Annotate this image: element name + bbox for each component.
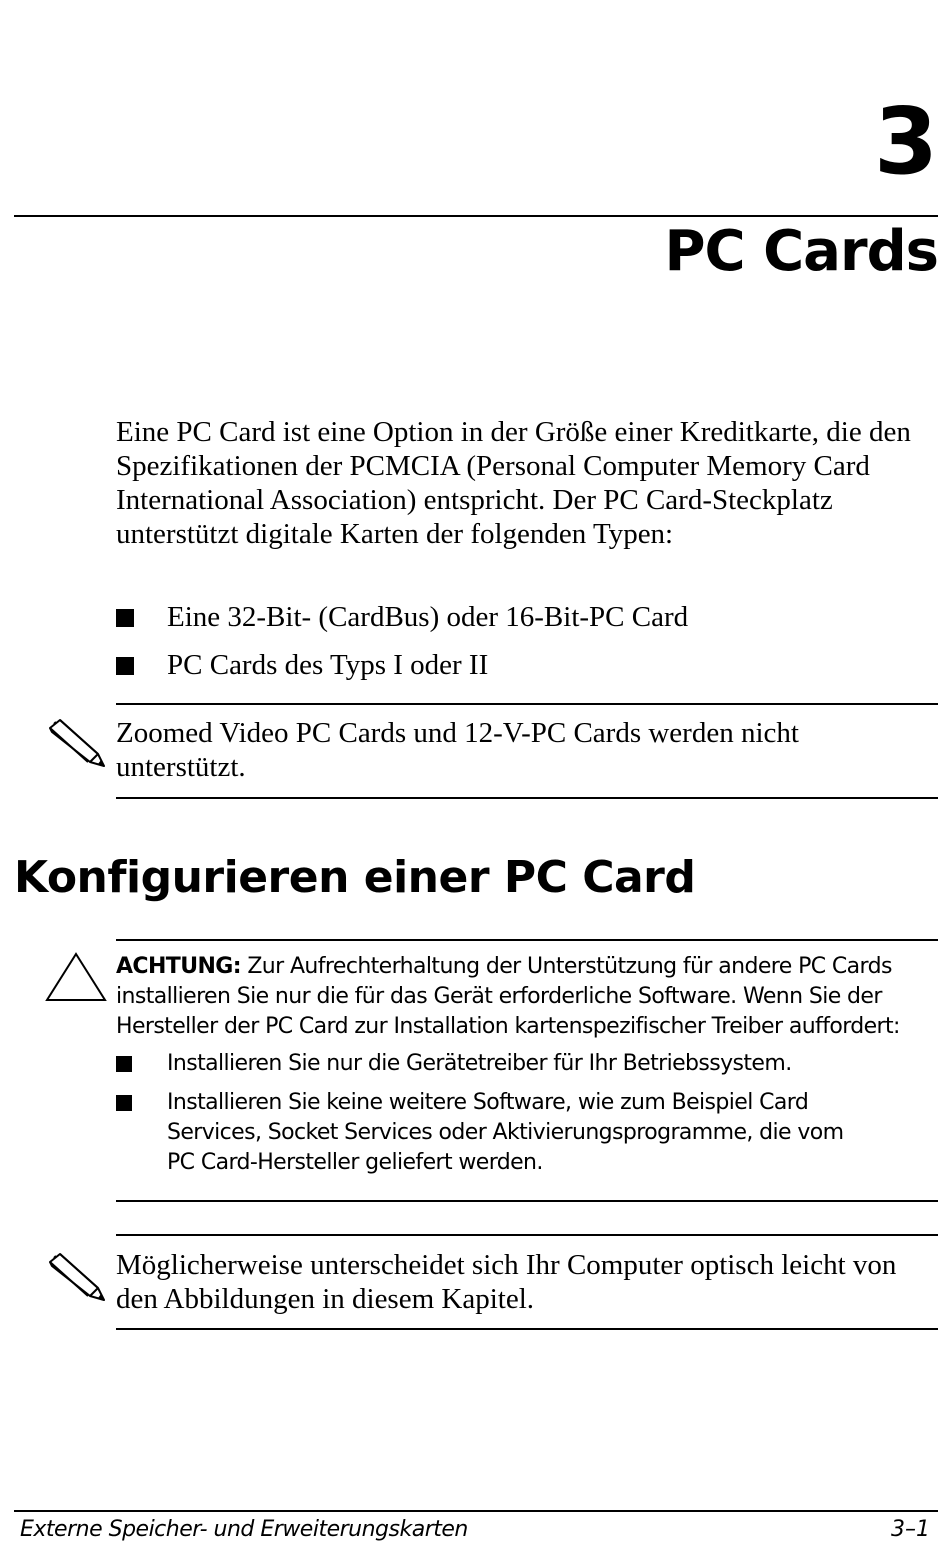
list-item xyxy=(116,1049,946,1079)
page-number: 3–1 xyxy=(891,1517,930,1542)
pencil-icon xyxy=(46,718,106,768)
list-item-text: Eine 32-Bit- (CardBus) oder 16-Bit-PC Card xyxy=(167,601,689,633)
caution-label: ACHTUNG: xyxy=(116,954,241,979)
footer-title: Externe Speicher- und Erweiterungskarten xyxy=(20,1517,468,1542)
list-item xyxy=(116,648,936,682)
list-item xyxy=(116,600,936,634)
list-item xyxy=(116,1088,876,1178)
chapter-rule xyxy=(14,215,938,217)
caution-bottom-rule xyxy=(116,1200,938,1202)
pencil-icon xyxy=(46,1252,106,1302)
chapter-title: PC Cards xyxy=(664,219,938,284)
chapter-number: 3 xyxy=(873,88,936,195)
intro-paragraph: Eine PC Card ist eine Option in der Größe einer Kreditkarte, die den Spezifikationen der PCMCIA (Personal Computer Memory Card International Association) entspricht. Der PC Card-Steckplatz unterstützt digitale Karten der folgenden Typen: xyxy=(116,416,911,550)
bullet-square-icon xyxy=(116,657,134,675)
list-item-text: Installieren Sie keine weitere Software, wie zum Beispiel Card Services, Socket Services oder Aktivierungsprogramme, die vom PC Card-Hersteller geliefert werden. xyxy=(167,1090,844,1175)
bullet-square-icon xyxy=(116,1056,132,1072)
list-item-text: PC Cards des Typs I oder II xyxy=(167,649,489,681)
footer-rule xyxy=(14,1510,938,1512)
section-heading: Konfigurieren einer PC Card xyxy=(14,852,696,903)
note-bottom-rule xyxy=(116,1328,938,1330)
list-item-text: Installieren Sie nur die Gerätetreiber für Ihr Betriebssystem. xyxy=(167,1051,792,1076)
note-bottom-rule xyxy=(116,797,938,799)
note-top-rule xyxy=(116,1234,938,1236)
bullet-square-icon xyxy=(116,609,134,627)
note-text: Möglicherweise unterscheidet sich Ihr Computer optisch leicht von den Abbildungen in diesem Kapitel. xyxy=(116,1249,897,1315)
warning-triangle-icon xyxy=(44,951,108,1003)
caution-paragraph xyxy=(116,952,946,1042)
bullet-square-icon xyxy=(116,1095,132,1111)
caution-text: Zur Aufrechterhaltung der Unterstützung für andere PC Cards installieren Sie nur die für das Gerät erforderliche Software. Wenn Sie der Hersteller der PC Card zur Installation kartenspezifischer Treiber auffordert: xyxy=(116,954,900,1039)
note-top-rule xyxy=(116,703,938,705)
note-text: Zoomed Video PC Cards und 12-V-PC Cards werden nicht unterstützt. xyxy=(116,717,799,783)
caution-top-rule xyxy=(116,939,938,941)
